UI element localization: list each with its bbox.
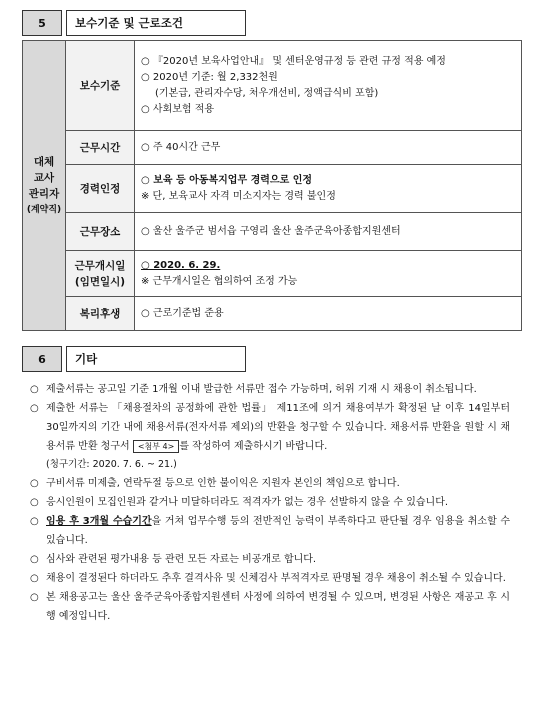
- work-conditions-table: [22, 40, 522, 331]
- circle-bullet-icon: ○: [30, 573, 39, 584]
- circle-bullet-icon: ○: [30, 384, 39, 395]
- row-label-pay: 보수기준: [66, 41, 135, 131]
- pay-line: ○ 사회보험 적용: [141, 103, 215, 115]
- start-date-line: ○ 2020. 6. 29.: [141, 259, 221, 271]
- circle-bullet-icon: ○: [30, 403, 39, 414]
- list-item: [30, 512, 510, 550]
- section-number: 5: [22, 10, 62, 36]
- row-value-hours: [135, 131, 522, 165]
- side-label: [23, 41, 66, 331]
- list-item-text-part: 제출한 서류는 「채용절차의 공정화에 관한 법률」 제11조에 의거 채용여부가 확정된 날 이후 14일부터 30일까지의 기간 내에 채용서류(전자서류 제외)의 반환을 청구할 수 있습니다. 채용서류 반환을 원할 시 채용서류 반환 청구서: [46, 403, 510, 452]
- row-value-pay: [135, 41, 522, 131]
- list-item: [30, 588, 510, 626]
- section-6-header: [22, 346, 246, 372]
- pay-line: ○ 『2020년 보육사업안내』 및 센터운영규정 등 관련 규정 적용 예정: [141, 55, 446, 67]
- notes-list: [30, 380, 510, 626]
- list-item-text: 제출서류는 공고일 기준 1개월 이내 발급한 서류만 접수 가능하며, 허위 기재 시 채용이 취소됩니다.: [46, 384, 477, 395]
- list-item-text: 구비서류 미제출, 연락두절 등으로 인한 불이익은 지원자 본인의 책임으로 합니다.: [46, 478, 400, 489]
- section-title: 기타: [66, 346, 246, 372]
- circle-bullet-icon: ○: [30, 497, 39, 508]
- list-item: [30, 550, 510, 569]
- row-label-welfare: 복리후생: [66, 297, 135, 331]
- hours-line: ○ 주 40시간 근무: [141, 141, 221, 153]
- circle-bullet-icon: ○: [30, 478, 39, 489]
- career-line: ○ 보육 등 아동복지업무 경력으로 인정: [141, 174, 313, 186]
- list-item-text-part: 를 작성하여 제출하시기 바랍니다.: [179, 441, 328, 452]
- circle-bullet-icon: ○: [30, 592, 39, 603]
- list-item-text: 심사와 관련된 평가내용 등 관련 모든 자료는 비공개로 합니다.: [46, 554, 317, 565]
- side-label-line: 교사: [33, 171, 55, 184]
- pay-line: (기본급, 관리자수당, 처우개선비, 정액급식비 포함): [155, 87, 379, 99]
- section-title: 보수기준 및 근로조건: [66, 10, 246, 36]
- circle-bullet-icon: ○: [30, 554, 39, 565]
- row-value-place: [135, 213, 522, 251]
- list-item-text: 본 채용공고는 울산 울주군육아종합지원센터 사정에 의하여 변경될 수 있으며, 변경된 사항은 재공고 후 시행 예정입니다.: [46, 592, 510, 622]
- place-line: ○ 울산 울주군 범서읍 구영리 울산 울주군육아종합지원센터: [141, 225, 401, 237]
- row-value-career: [135, 165, 522, 213]
- row-label-place: 근무장소: [66, 213, 135, 251]
- section-5-header: [22, 10, 246, 36]
- claim-period-note: (청구기간: 2020. 7. 6. ~ 21.): [46, 459, 177, 470]
- welfare-line: ○ 근로기준법 준용: [141, 307, 224, 319]
- row-value-start-date: [135, 251, 522, 297]
- start-date-line: ※ 근무개시일은 협의하여 조정 가능: [141, 275, 298, 287]
- list-item: [30, 569, 510, 588]
- row-label-career: 경력인정: [66, 165, 135, 213]
- list-item-text: 응시인원이 모집인원과 같거나 미달하더라도 적격자가 없는 경우 선발하지 않을 수 있습니다.: [46, 497, 449, 508]
- row-label-start-date: [66, 251, 135, 297]
- list-item: [30, 474, 510, 493]
- section-number: 6: [22, 346, 62, 372]
- list-item: [30, 493, 510, 512]
- side-label-line: (계약직): [26, 204, 62, 215]
- pay-line: ○ 2020년 기준: 월 2,332천원: [141, 71, 278, 83]
- side-label-line: 관리자: [28, 187, 60, 200]
- start-date-label-line: (임면일시): [74, 275, 126, 288]
- attachment-badge: <첨부 4>: [133, 440, 180, 453]
- list-item-text: [46, 512, 510, 550]
- row-label-hours: 근무시간: [66, 131, 135, 165]
- start-date-label-line: 근무개시일: [74, 259, 126, 272]
- row-value-welfare: [135, 297, 522, 331]
- list-item-text-part: 을 거쳐 업무수행 등의 전반적인 능력이 부족하다고 판단될 경우 임용을 취소할 수 있습니다.: [46, 516, 510, 546]
- probation-emphasis: 임용 후 3개월 수습기간: [46, 516, 152, 527]
- career-line: ※ 단, 보육교사 자격 미소지자는 경력 불인정: [141, 190, 336, 202]
- list-item-text: 채용이 결정된다 하더라도 추후 결격사유 및 신체검사 부적격자로 판명될 경우 채용이 취소될 수 있습니다.: [46, 573, 506, 584]
- list-item-text: [46, 399, 510, 456]
- circle-bullet-icon: ○: [30, 516, 39, 527]
- list-item: [30, 399, 510, 456]
- list-item: [30, 380, 510, 399]
- side-label-line: 대체: [33, 155, 55, 168]
